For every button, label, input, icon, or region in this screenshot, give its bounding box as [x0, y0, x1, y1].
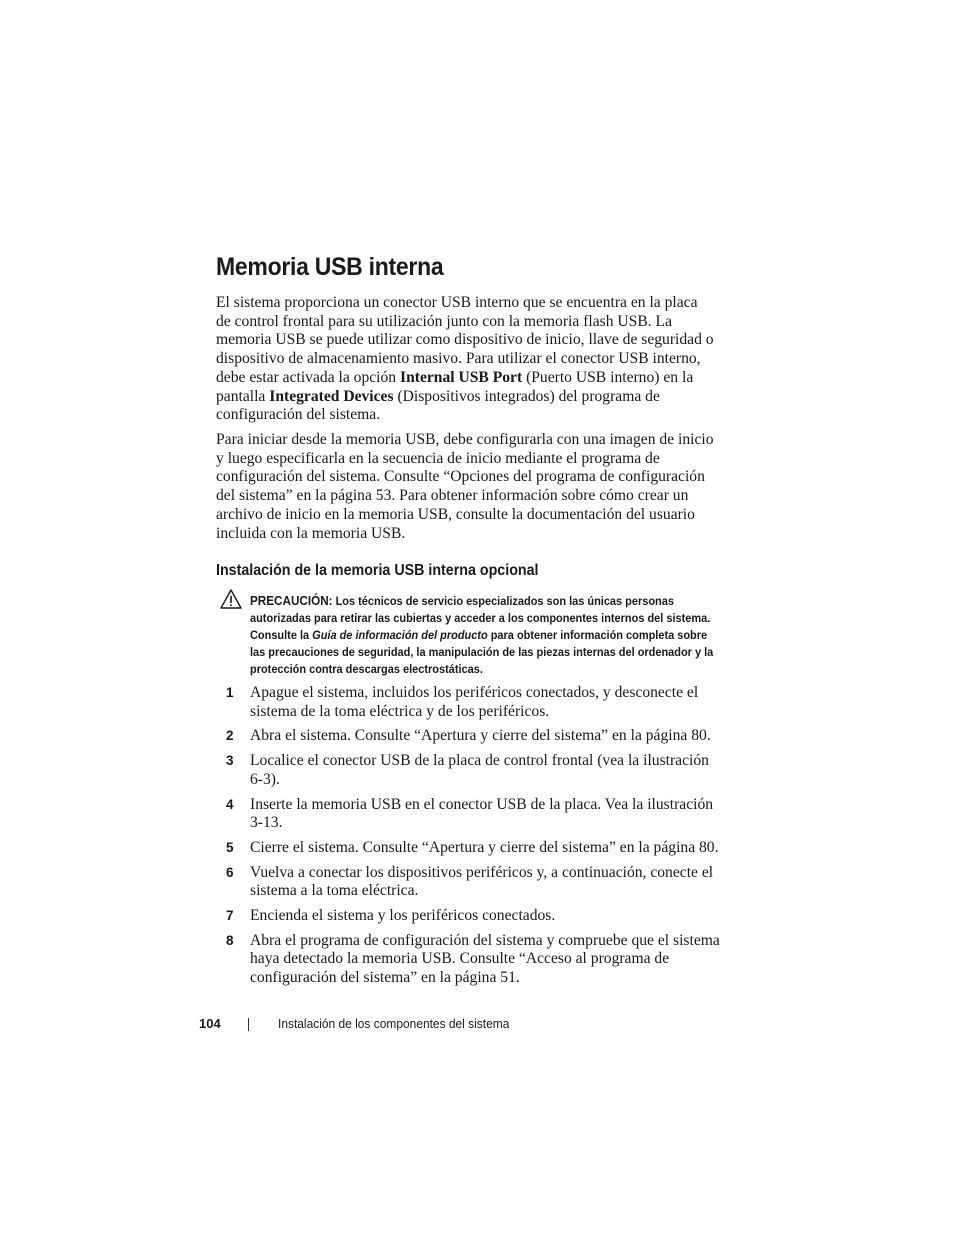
section-title: Memoria USB interna: [216, 253, 444, 281]
step-text: Localice el conector USB de la placa de control frontal (vea la ilustración 6-3).: [250, 752, 709, 788]
step-item: [226, 839, 726, 858]
step-item: [226, 796, 726, 833]
step-text: Cierre el sistema. Consulte “Apertura y cierre del sistema” en la página 80.: [250, 838, 719, 856]
step-item: [226, 932, 726, 988]
step-number: 5: [226, 839, 234, 855]
step-number: 3: [226, 753, 234, 769]
step-item: [226, 684, 726, 721]
intro-text-2: (Puerto USB interno) en la pantalla: [216, 368, 694, 405]
caution-text-2: para obtener información completa sobre las precauciones de seguridad, la manipulación de las piezas internas del ordenador y la protección contra descargas electrostáticas.: [250, 628, 714, 676]
chapter-title: Instalación de los componentes del sistema: [278, 1016, 510, 1031]
footer-divider: [248, 1018, 249, 1031]
step-item: [226, 907, 726, 926]
step-text: Abra el programa de configuración del sistema y compruebe que el sistema haya detectado la memoria USB. Consulte “Acceso al programa de configuración del sistema” en la página 51.: [250, 931, 720, 987]
step-number: 6: [226, 864, 234, 880]
page-number: 104: [199, 1016, 221, 1031]
step-item: [226, 864, 726, 901]
step-item: [226, 727, 726, 746]
step-text: Abra el sistema. Consulte “Apertura y cierre del sistema” en la página 80.: [250, 727, 711, 745]
caution-text-1: Los técnicos de servicio especializados son las únicas personas autorizadas para retirar las cubiertas y acceder a los componentes internos del sistema. Consulte la: [250, 594, 711, 642]
product-info-guide-title: Guía de información del producto: [312, 628, 488, 642]
boot-paragraph: Para iniciar desde la memoria USB, debe configurarla con una imagen de inicio y luego especificarla en la secuencia de inicio mediante el programa de configuración del sistema. Consulte “Opciones del programa de configuración del sistema” en la página 53. Para obtener información sobre cómo crear un archivo de inicio en la memoria USB, consulte la documentación del usuario incluida con la memoria USB.: [216, 431, 714, 542]
step-item: [226, 752, 726, 789]
integrated-devices-screen: Integrated Devices: [269, 387, 394, 405]
intro-text-1: El sistema proporciona un conector USB interno que se encuentra en la placa de control frontal para su utilización junto con la memoria flash USB. La memoria USB se puede utilizar como dispositivo de inicio, llave de seguridad o dispositivo de almacenamiento masivo. Para utilizar el conector USB interno, debe estar activada la opción: [216, 294, 714, 386]
intro-paragraph: [216, 294, 716, 425]
step-number: 2: [226, 728, 234, 744]
step-text: Apague el sistema, incluidos los periféricos conectados, y desconecte el sistema de la toma eléctrica y de los periféricos.: [250, 684, 699, 720]
internal-usb-port-option: Internal USB Port: [400, 368, 523, 386]
installation-steps: [226, 684, 726, 994]
caution-label: PRECAUCIÓN:: [250, 593, 333, 608]
subsection-title: Instalación de la memoria USB interna opcional: [216, 562, 539, 579]
step-text: Vuelva a conectar los dispositivos periféricos y, a continuación, conecte el sistema a la toma eléctrica.: [250, 863, 714, 900]
intro-text-3: (Dispositivos integrados) del programa de configuración del sistema.: [216, 387, 660, 424]
warning-triangle-icon: [220, 589, 242, 609]
step-text: Inserte la memoria USB en el conector USB de la placa. Vea la ilustración 3-13.: [250, 795, 714, 832]
step-number: 1: [226, 685, 234, 700]
step-number: 4: [226, 796, 234, 812]
step-number: 8: [226, 932, 234, 948]
step-text: Encienda el sistema y los periféricos conectados.: [250, 907, 556, 925]
step-number: 7: [226, 908, 234, 924]
caution-note: [250, 592, 718, 678]
